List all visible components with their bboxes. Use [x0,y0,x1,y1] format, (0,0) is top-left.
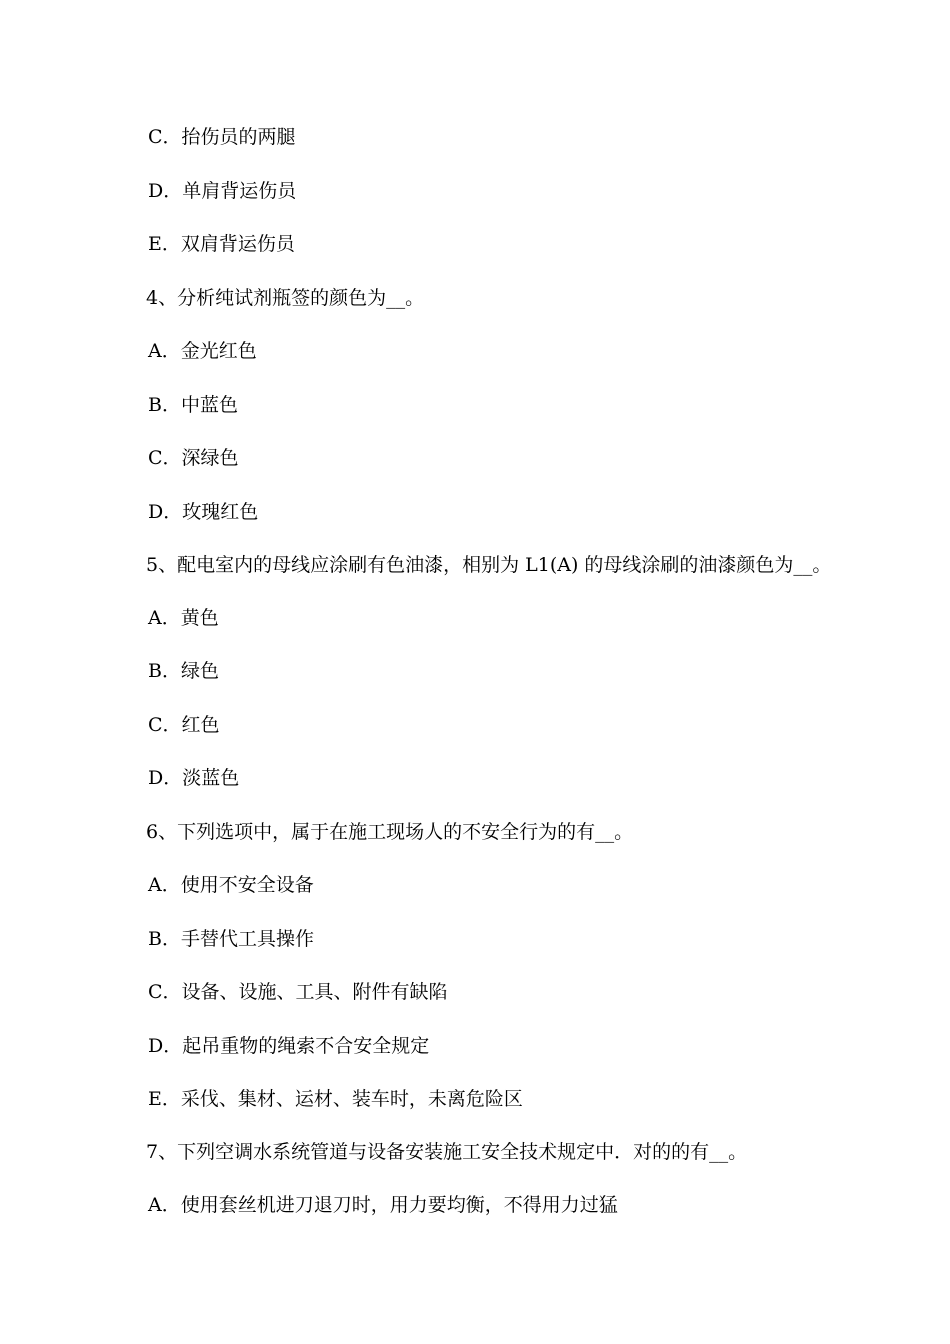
option-d-q5: D．淡蓝色 [148,767,240,789]
option-d-q4: D．玫瑰红色 [148,501,259,523]
option-c-q5: C．红色 [148,714,220,736]
question-4: 4、分析纯试剂瓶签的颜色为__。 [146,287,425,309]
option-a-q6: A．使用不安全设备 [148,874,314,896]
option-a-q7: A．使用套丝机进刀退刀时，用力要均衡，不得用力过猛 [148,1194,618,1216]
option-b-q5: B．绿色 [148,660,219,682]
option-e-q3: E．双肩背运伤员 [148,233,295,255]
option-a-q4: A．金光红色 [148,340,257,362]
option-b-q4: B．中蓝色 [148,394,238,416]
question-6: 6、下列选项中，属于在施工现场人的不安全行为的有__。 [146,821,634,843]
option-e-q6: E．采伐、集材、运材、装车时，未离危险区 [148,1088,523,1110]
question-7: 7、下列空调水系统管道与设备安装施工安全技术规定中．对的的有__。 [146,1141,748,1163]
option-c-q6: C．设备、设施、工具、附件有缺陷 [148,981,448,1003]
option-a-q5: A．黄色 [148,607,219,629]
option-d-q3: D．单肩背运伤员 [148,180,297,202]
option-c-q3: C．抬伤员的两腿 [148,126,296,148]
option-c-q4: C．深绿色 [148,447,239,469]
option-b-q6: B．手替代工具操作 [148,928,314,950]
option-d-q6: D．起吊重物的绳索不合安全规定 [148,1035,430,1057]
question-5: 5、配电室内的母线应涂刷有色油漆，相别为 L1(A) 的母线涂刷的油漆颜色为__。 [146,554,832,576]
